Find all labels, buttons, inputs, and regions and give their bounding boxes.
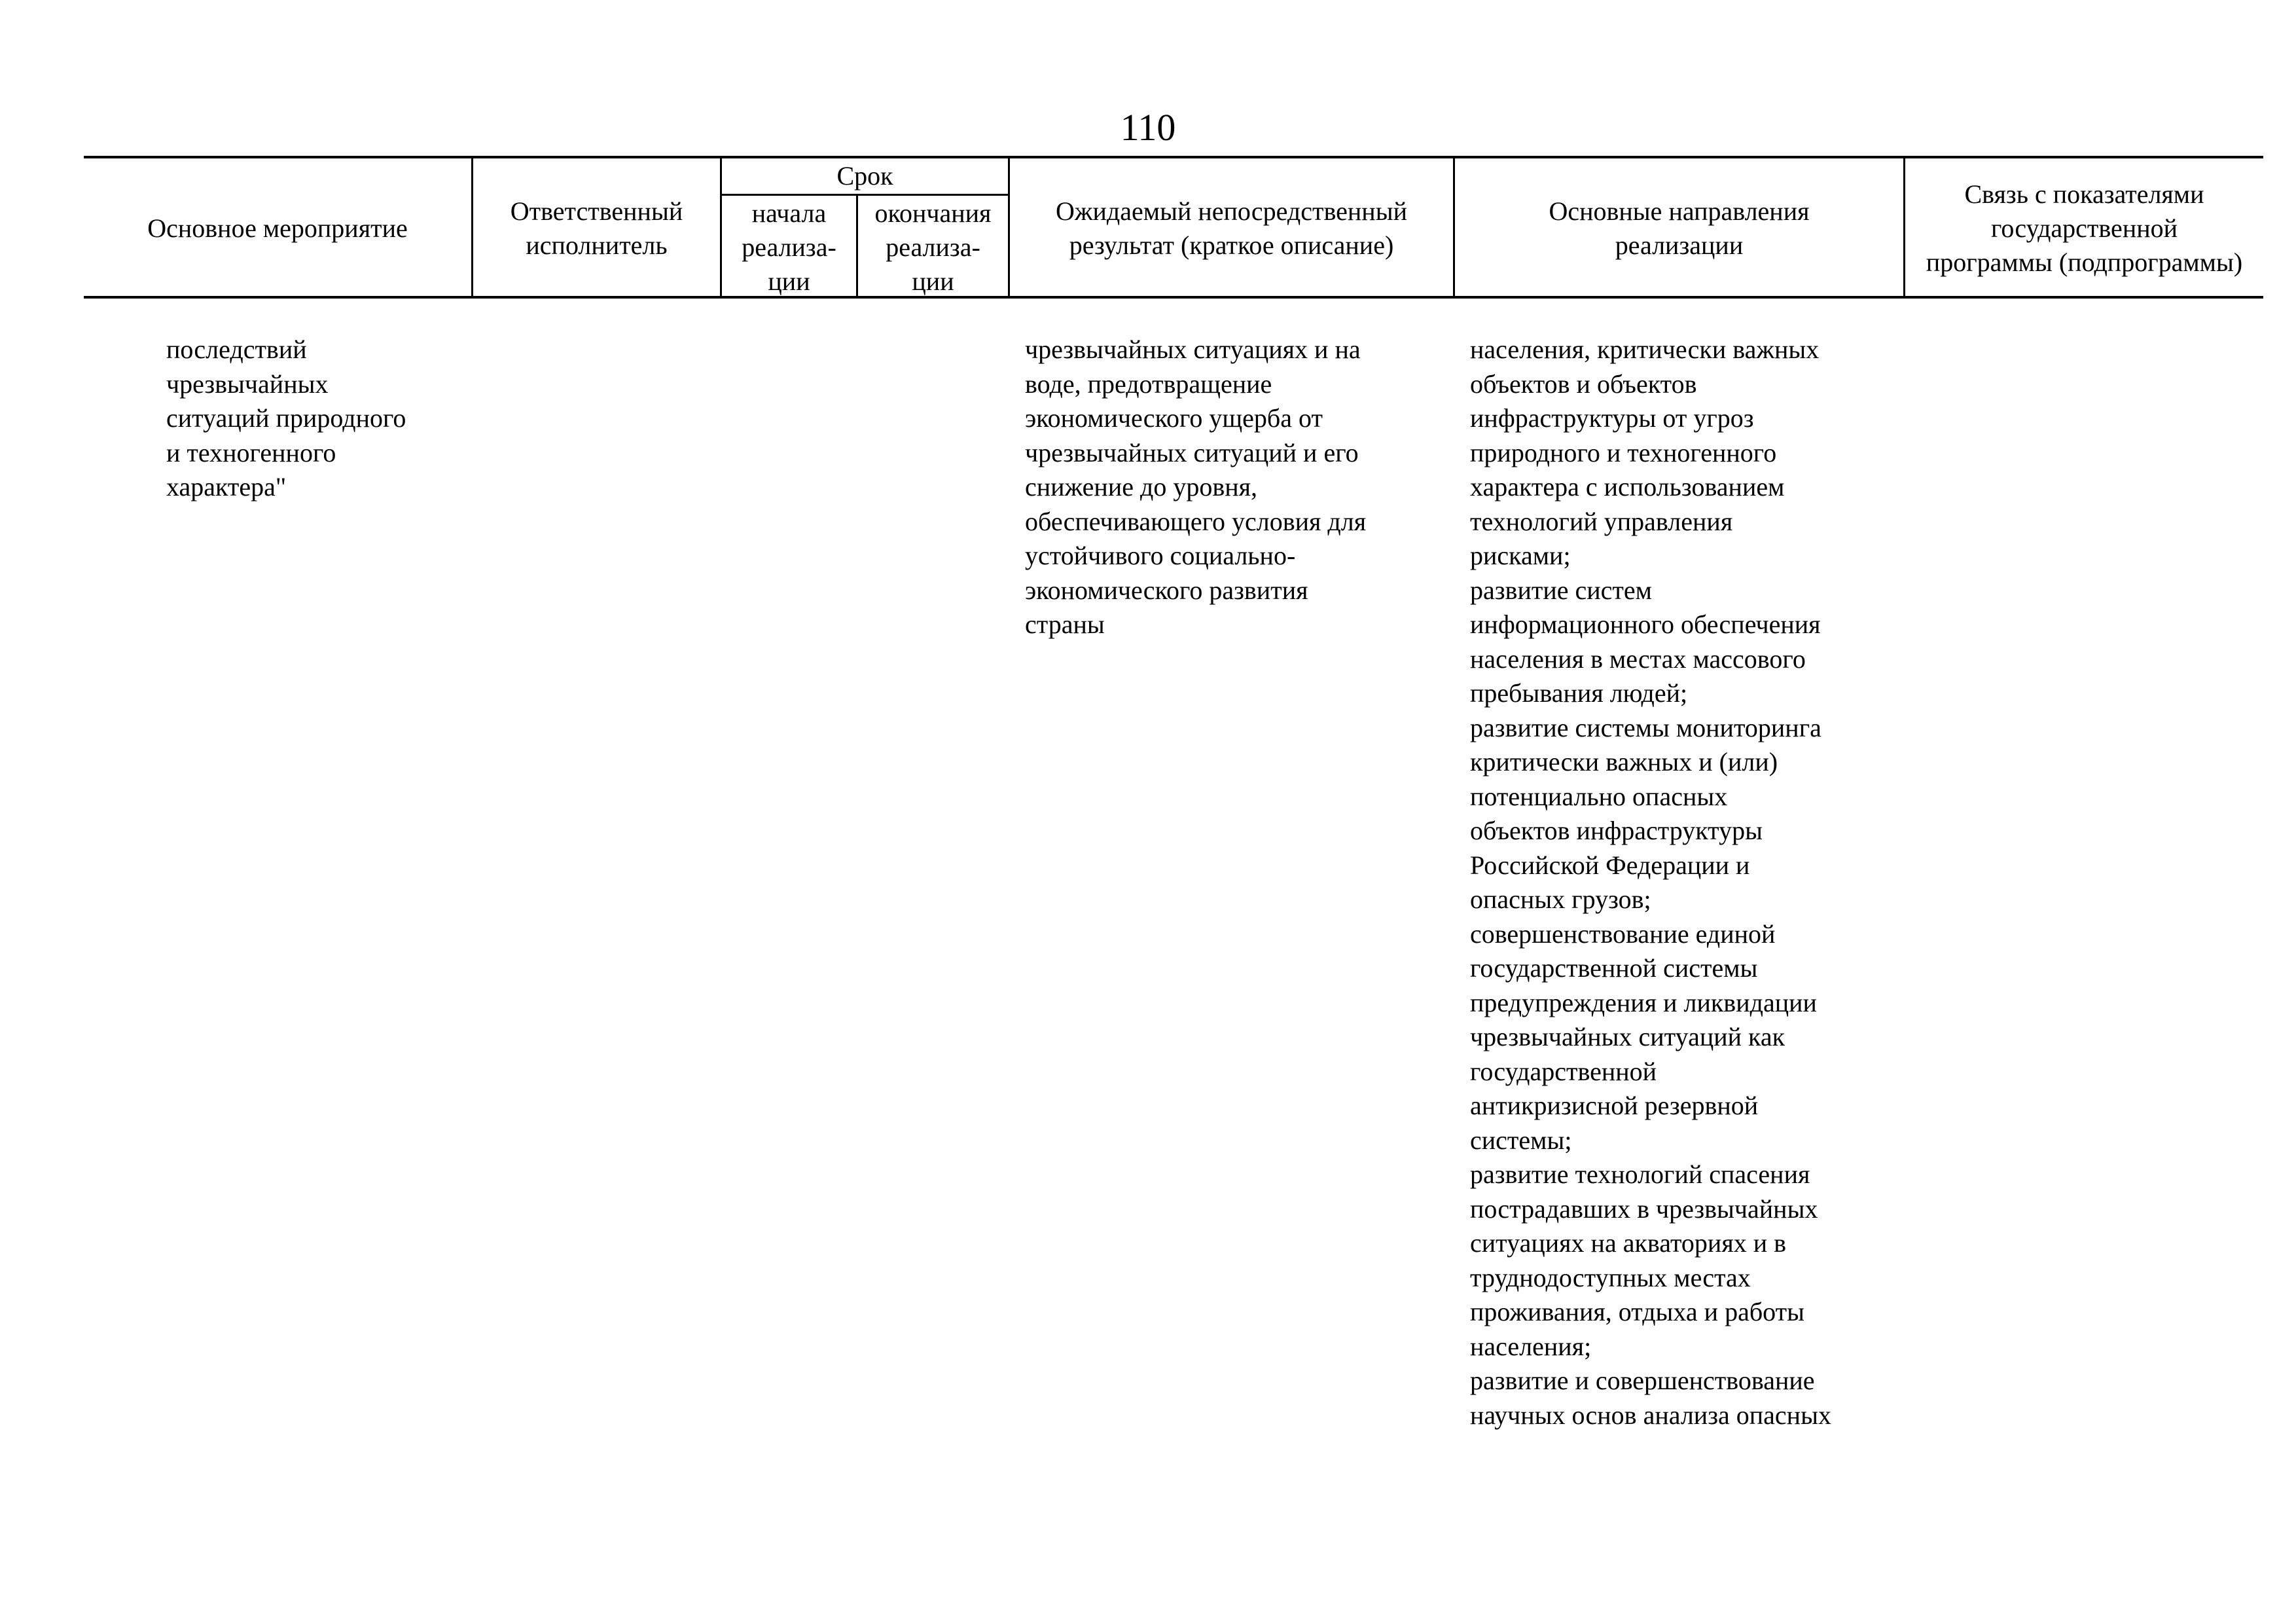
header-term: Срок xyxy=(836,161,893,191)
header-result: Ожидаемый непосредственный результат (краткое описание) xyxy=(1055,196,1407,260)
header-link: Связь с показателями государственной программы (подпрограммы) xyxy=(1926,179,2243,277)
row-activity-text: последствий чрезвычайных ситуаций природного и техногенного характера" xyxy=(166,335,406,501)
row-directions-text: населения, критически важных объектов и объектов инфраструктуры от угроз природного и техногенного характера с использованием технологий управления рисками; развитие систем информационного обеспечения населения в местах массового пребывания людей; развитие системы мониторинга критически важных и (или) потенциально опасных объектов инфраструктуры Российской Федерации и опасных грузов; совершенствование единой государственной системы предупреждения и ликвидации чрезвычайных ситуаций как государственной антикризисной резервной системы; развитие технологий спасения пострадавших в чрезвычайных ситуациях на акваториях и в труднодоступных местах проживания, отдыха и работы населения; развитие и совершенствование научных основ анализа опасных xyxy=(1470,335,1831,1430)
row-result-text: чрезвычайных ситуациях и на воде, предотвращение экономического ущерба от чрезвычайных ситуаций и его снижение до уровня, обеспечивающего условия для устойчивого социально- экономического развития страны xyxy=(1025,335,1367,639)
header-activity: Основное мероприятие xyxy=(147,213,408,243)
page-number: 110 xyxy=(1120,106,1176,149)
header-directions: Основные направления реализации xyxy=(1549,196,1810,260)
table-header xyxy=(84,156,2263,299)
header-end: окончания реализа- ции xyxy=(874,198,992,296)
header-executor: Ответственный исполнитель xyxy=(510,196,683,260)
header-start: начала реализа- ции xyxy=(742,198,836,296)
